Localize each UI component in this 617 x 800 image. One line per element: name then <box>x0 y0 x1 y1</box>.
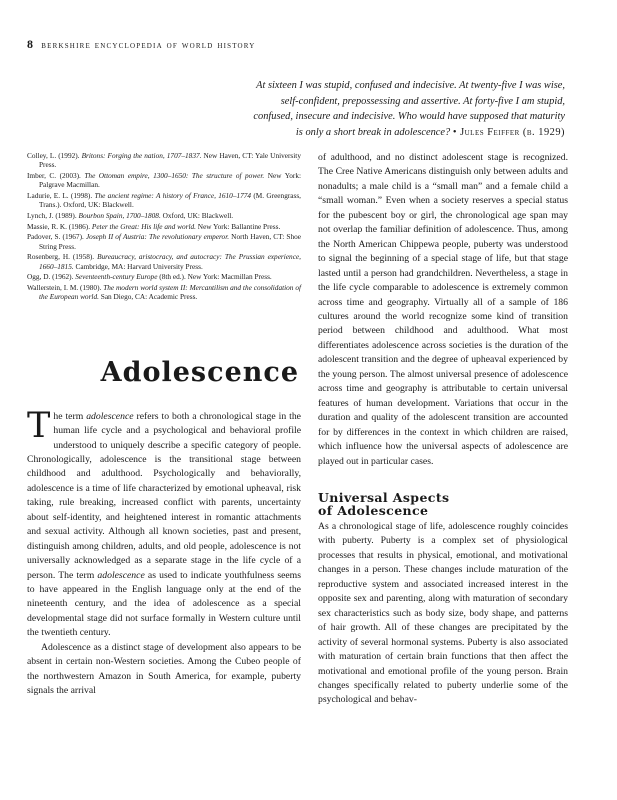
quote-line <box>185 125 565 141</box>
article-body-left <box>27 405 301 699</box>
running-title: berkshire encyclopedia of world history <box>41 40 256 51</box>
reference-item: Wallerstein, I. M. (1980). The modern world system II: Mercantilism and the consolidation of the European world. San Diego, CA: Academic Press. <box>27 282 301 302</box>
running-header <box>27 37 256 52</box>
reference-item: Rosenberg, H. (1958). Bureaucracy, aristocracy, and autocracy: The Prussian experience, 1660–1815. Cambridge, MA: Harvard University Press. <box>27 252 301 271</box>
quote-line-text: is only a short break in adolescence? <box>295 126 451 138</box>
reference-item: Massie, R. K. (1986). Peter the Great: His life and world. New York: Ballantine Press. <box>27 221 281 231</box>
drop-cap: T <box>27 405 51 446</box>
article-title: Adolescence <box>100 356 299 388</box>
body-paragraph: Adolescence as a distinct stage of development also appears to be absent in certain non-Western societies. Among the Cubeo people of the northwestern Amazon in South America, for example, puberty signals the arrival <box>27 641 301 697</box>
body-paragraph: As a chronological stage of life, adolescence roughly coincides with puberty. Puberty is a complex set of physiological processes that results in physical, emotional, and motivational changes in a person. These changes include maturation of the reproductive system and associated increased interest in the opposite sex and parenting, along with maturation of secondary sex characteristics such as body size, body shape, and patterns of hair growth. All of these changes are precipitated by the activity of several hormonal systems. Puberty is also associated with maturation of certain brain functions that then affect the motivational and emotional profile of the young person. Brain changes specifically related to puberty underlie some of the psychological and behav- <box>318 520 568 706</box>
section-subheading: Universal Aspects of Adolescence <box>318 489 450 518</box>
reference-item: Colley, L. (1992). Britons: Forging the nation, 1707–1837. New Haven, CT: Yale University Press. <box>27 151 301 170</box>
quote-line: confused, insecure and indecisive. Who would have supposed that maturity <box>253 111 565 122</box>
intro-paragraph: The term adolescence refers to both a chronological stage in the human life cycle and a psychological and behavioral profile understood to uniquely describe a specific category of people. Chronologically, adolescence is the transitional stage between childhood and adulthood. Psychologically and behaviorally, adolescence is a time of life characterized by emotional upheaval, risk taking, rule breaking, increased conflict with parents, uncertainty about self-identity, and heightened interest in romantic attachments and sexual activity. Although all known societies, past and present, distinguish among children, adults, and old people, adolescence is not universally acknowledged as a separate stage in the life cycle of a person. The term adolescence as used to indicate youthfulness seems to have appeared in the English language only at the end of the nineteenth century, and the idea of adolescence as a special developmental stage did not surface formally in Western culture until the twentieth century. <box>27 405 301 639</box>
quote-line: At sixteen I was stupid, confused and indecisive. At twenty-five I was wise, <box>256 80 565 91</box>
right-column <box>318 151 568 708</box>
reference-list <box>27 151 301 302</box>
reference-item: Ladurie, E. L. (1998). The ancient regime: A history of France, 1610–1774 (M. Greengrass, Trans.). Oxford, UK: Blackwell. <box>27 191 302 210</box>
reference-item: Padover, S. (1967). Joseph II of Austria: The revolutionary emperor. North Haven, CT: Shoe String Press. <box>27 232 301 251</box>
article-body-right <box>318 151 568 708</box>
epigraph-quote <box>185 78 565 140</box>
quote-attribution: • Jules Feiffer (b. 1929) <box>452 126 565 138</box>
body-paragraph: of adulthood, and no distinct adolescent stage is recognized. The Cree Native Americans distinguish only between adults and nonadults; a male child is a “small man” and a female child a “small woman.” Even when a society reserves a special status for the pubescent boy or girl, the chronological age span may not overlap the familiar definition of adolescence. Thus, among the North American Chippewa people, puberty was understood to signal the beginning of a special stage of life, but that stage lasted until a person had grandchildren. Nevertheless, a stage in the life cycle comparable to adolescence is extremely common across time and geography. Virtually all of a sample of 186 cultures around the world recognize some kind of transition period between childhood and adulthood. What most differentiates adolescence across societies is the duration of the adolescent transition and the degree of upheaval experienced by the young person. The almost universal presence of adolescence across time and geography is attributable to certain universal features of human development. Variations that occur in the duration and quality of the adolescent transition are accounted for by differences in the context in which children are raised, which influence how the universal aspects of adolescence are played out in particular cases. <box>318 152 568 467</box>
page-number: 8 <box>27 37 34 51</box>
reference-item: Ogg, D. (1962). Seventeenth-century Europe (8th ed.). New York: Macmillan Press. <box>27 272 272 282</box>
left-column <box>27 151 301 699</box>
reference-item: Imber, C. (2003). The Ottoman empire, 1300–1650: The structure of power. New York: Palgrave Macmillan. <box>27 171 301 190</box>
quote-line: self-confident, prepossessing and assertive. At forty-five I am stupid, <box>280 95 565 107</box>
reference-item: Lynch, J. (1989). Bourbon Spain, 1700–1808. Oxford, UK: Blackwell. <box>27 211 234 220</box>
